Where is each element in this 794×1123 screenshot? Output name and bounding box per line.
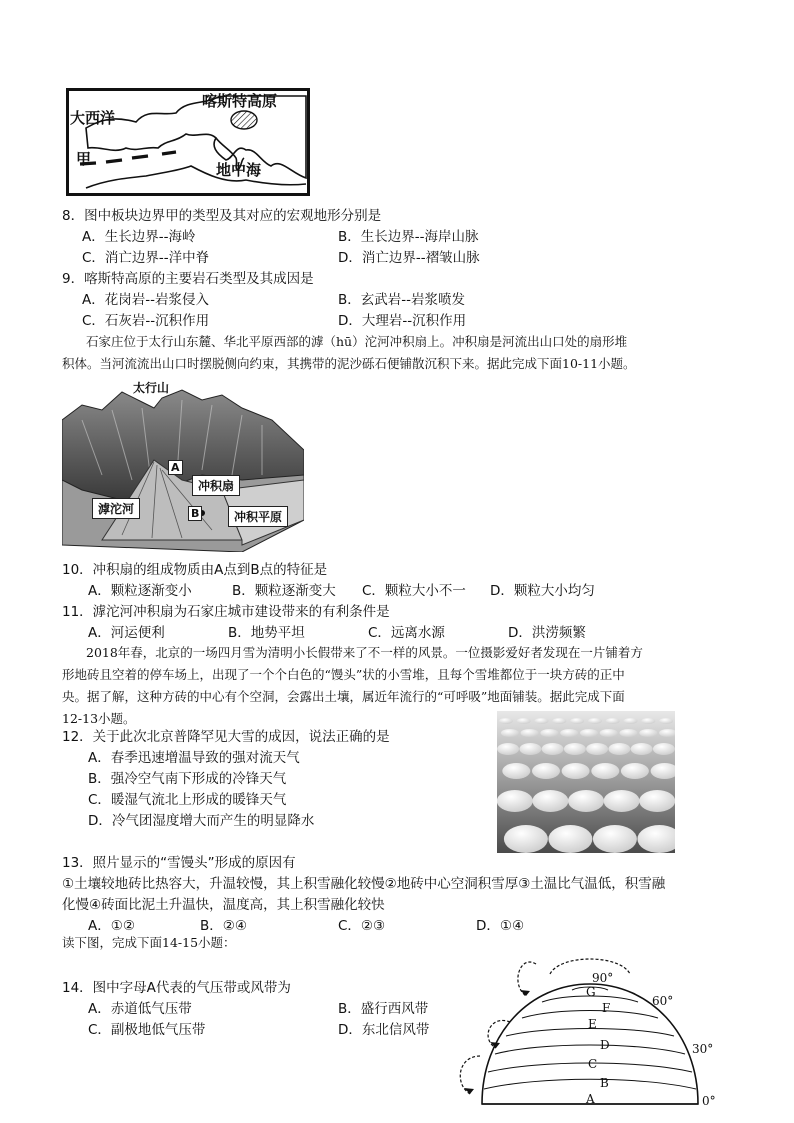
q12-option-d: D．冷气团湿度增大而产生的明显降水 [88, 813, 315, 829]
snow-photo-drawing [497, 711, 675, 853]
q12-stem: 12．关于此次北京普降罕见大雪的成因，说法正确的是 [62, 729, 390, 745]
snow-mound [586, 743, 608, 755]
snow-mound [620, 729, 638, 737]
passage-2-line-4: 12-13小题。 [62, 711, 136, 726]
q9-option-d: D．大理岩--沉积作用 [338, 313, 467, 329]
snow-mound [608, 743, 630, 755]
q9-option-c: C．石灰岩--沉积作用 [82, 313, 210, 329]
alluvial-fan-label: 冲积扇 [192, 475, 240, 496]
snow-mound [624, 718, 638, 724]
snow-mound [641, 718, 655, 724]
point-a-label: A [168, 460, 183, 475]
zone-f-label: F [602, 1001, 611, 1015]
q10-option-b: B．颗粒逐渐变大 [232, 583, 336, 599]
q11-option-a: A．河运便利 [88, 625, 165, 641]
lat-30-label: 30° [692, 1042, 714, 1056]
snow-mound [519, 743, 541, 755]
zone-b-label: B [600, 1076, 609, 1090]
point-b-label: B [188, 506, 202, 521]
q8-stem: 8．图中板块边界甲的类型及其对应的宏观地形分别是 [62, 208, 382, 224]
snow-mound-photo [497, 711, 675, 853]
q10-option-d: D．颗粒大小均匀 [490, 583, 595, 599]
snow-mound [501, 729, 519, 737]
q9-option-b: B．玄武岩--岩浆喷发 [338, 292, 466, 308]
snow-mound [631, 743, 653, 755]
zone-e-label: E [588, 1017, 597, 1031]
snow-mound [600, 729, 618, 737]
q8-option-b: B．生长边界--海岸山脉 [338, 229, 479, 245]
snow-mound [548, 825, 592, 853]
mediterranean-map [66, 88, 310, 196]
boundary-jia-label: 甲 [76, 150, 92, 168]
snow-mound [606, 718, 620, 724]
q13-option-d: D．①④ [476, 918, 525, 934]
snow-mound [542, 743, 564, 755]
snow-mound [497, 743, 519, 755]
snow-mound [639, 790, 675, 812]
q11-stem: 11．滹沱河冲积扇为石家庄城市建设带来的有利条件是 [62, 604, 390, 620]
alluvial-fan-diagram [62, 380, 304, 552]
snow-mound [639, 729, 657, 737]
passage-2-line-2: 形地砖且空着的停车场上，出现了一个个白色的“馒头”状的小雪堆，且每个雪堆都位于一块方砖的正中 [62, 667, 625, 682]
snow-mound [532, 790, 568, 812]
q8-option-c: C．消亡边界--洋中脊 [82, 250, 210, 266]
hutuo-river-label: 滹沱河 [92, 498, 140, 519]
q9-option-a: A．花岗岩--岩浆侵入 [82, 292, 209, 308]
snow-mound [593, 825, 637, 853]
snow-mound [564, 743, 586, 755]
snow-mound [535, 718, 549, 724]
snow-mound [653, 743, 675, 755]
pressure-belt-diagram [440, 944, 740, 1114]
q14-option-c: C．副极地低气压带 [88, 1022, 206, 1038]
q13-stem: 13．照片显示的“雪馒头”形成的原因有 [62, 855, 296, 871]
passage-1-line-1: 石家庄位于太行山东麓、华北平原西部的滹（hū）沱河冲积扇上。冲积扇是河流出山口处的扇形堆 [86, 334, 628, 349]
snow-mound [497, 790, 533, 812]
q11-option-b: B．地势平坦 [228, 625, 305, 641]
lat-90-label: 90° [592, 971, 614, 985]
snow-mound [591, 763, 619, 779]
q8-option-d: D．消亡边界--褶皱山脉 [338, 250, 480, 266]
q11-option-d: D．洪涝频繁 [508, 625, 586, 641]
snow-mound [517, 718, 531, 724]
snow-mound [540, 729, 558, 737]
q12-option-b: B．强冷空气南下形成的冷锋天气 [88, 771, 287, 787]
snow-mound [504, 825, 548, 853]
atlantic-label: 大西洋 [70, 109, 116, 127]
zone-d-label: D [600, 1038, 610, 1052]
snow-mound [560, 729, 578, 737]
taihang-label: 太行山 [133, 381, 170, 395]
snow-mound [552, 718, 566, 724]
q10-option-a: A．颗粒逐渐变小 [88, 583, 192, 599]
q13-option-a: A．①② [88, 918, 135, 934]
q10-option-c: C．颗粒大小不一 [362, 583, 466, 599]
snow-mound [502, 763, 530, 779]
snow-mound [532, 763, 560, 779]
snow-mound [570, 718, 584, 724]
lat-60-label: 60° [652, 994, 674, 1008]
q12-option-a: A．春季迅速增温导致的强对流天气 [88, 750, 300, 766]
mediterranean-label: 地中海 [216, 161, 262, 179]
q8-option-a: A．生长边界--海岭 [82, 229, 196, 245]
q12-option-c: C．暖湿气流北上形成的暖锋天气 [88, 792, 287, 808]
lat-0-label: 0° [702, 1094, 716, 1108]
snow-mound [580, 729, 598, 737]
alluvial-plain-label: 冲积平原 [228, 506, 288, 527]
q14-option-a: A．赤道低气压带 [88, 1001, 192, 1017]
snow-mound [604, 790, 640, 812]
q14-option-d: D．东北信风带 [338, 1022, 430, 1038]
snow-mound [568, 790, 604, 812]
q14-stem: 14．图中字母A代表的气压带或风带为 [62, 980, 291, 996]
zone-g-label: G [586, 985, 596, 999]
q9-stem: 9．喀斯特高原的主要岩石类型及其成因是 [62, 271, 314, 287]
snow-mound [562, 763, 590, 779]
q11-option-c: C．远离水源 [368, 625, 445, 641]
q10-stem: 10．冲积扇的组成物质由A点到B点的特征是 [62, 562, 328, 578]
q13-option-c: C．②③ [338, 918, 386, 934]
snow-mound [659, 718, 673, 724]
snow-mound [499, 718, 513, 724]
q14-option-b: B．盛行西风带 [338, 1001, 429, 1017]
read-figure-instruction: 读下图，完成下面14-15小题： [62, 935, 236, 950]
karst-plateau-label: 喀斯特高原 [202, 92, 278, 110]
passage-2-line-3: 央。据了解，这种方砖的中心有个空洞，会露出土壤，属近年流行的“可呼吸”地面铺装。据此完成下面 [62, 689, 625, 704]
passage-1-line-2: 积体。当河流流出山口时摆脱侧向约束，其携带的泥沙砾石便铺散沉积下来。据此完成下面10-11小题。 [62, 356, 636, 371]
q13-statements-line-2: 化慢④砖面比泥土升温快，温度高，其上积雪融化较快 [62, 897, 385, 913]
snow-mound [621, 763, 649, 779]
q13-option-b: B．②④ [200, 918, 247, 934]
zone-c-label: C [588, 1057, 598, 1071]
zone-a-label: A [586, 1092, 595, 1106]
q13-statements-line-1: ①土壤较地砖比热容大，升温较慢，其上积雪融化较慢②地砖中心空洞积雪厚③土温比气温低，积雪融 [62, 876, 666, 892]
snow-mound [588, 718, 602, 724]
passage-2-line-1: 2018年春，北京的一场四月雪为清明小长假带来了不一样的风景。一位摄影爱好者发现在一片铺着方 [86, 645, 643, 660]
snow-mound [521, 729, 539, 737]
